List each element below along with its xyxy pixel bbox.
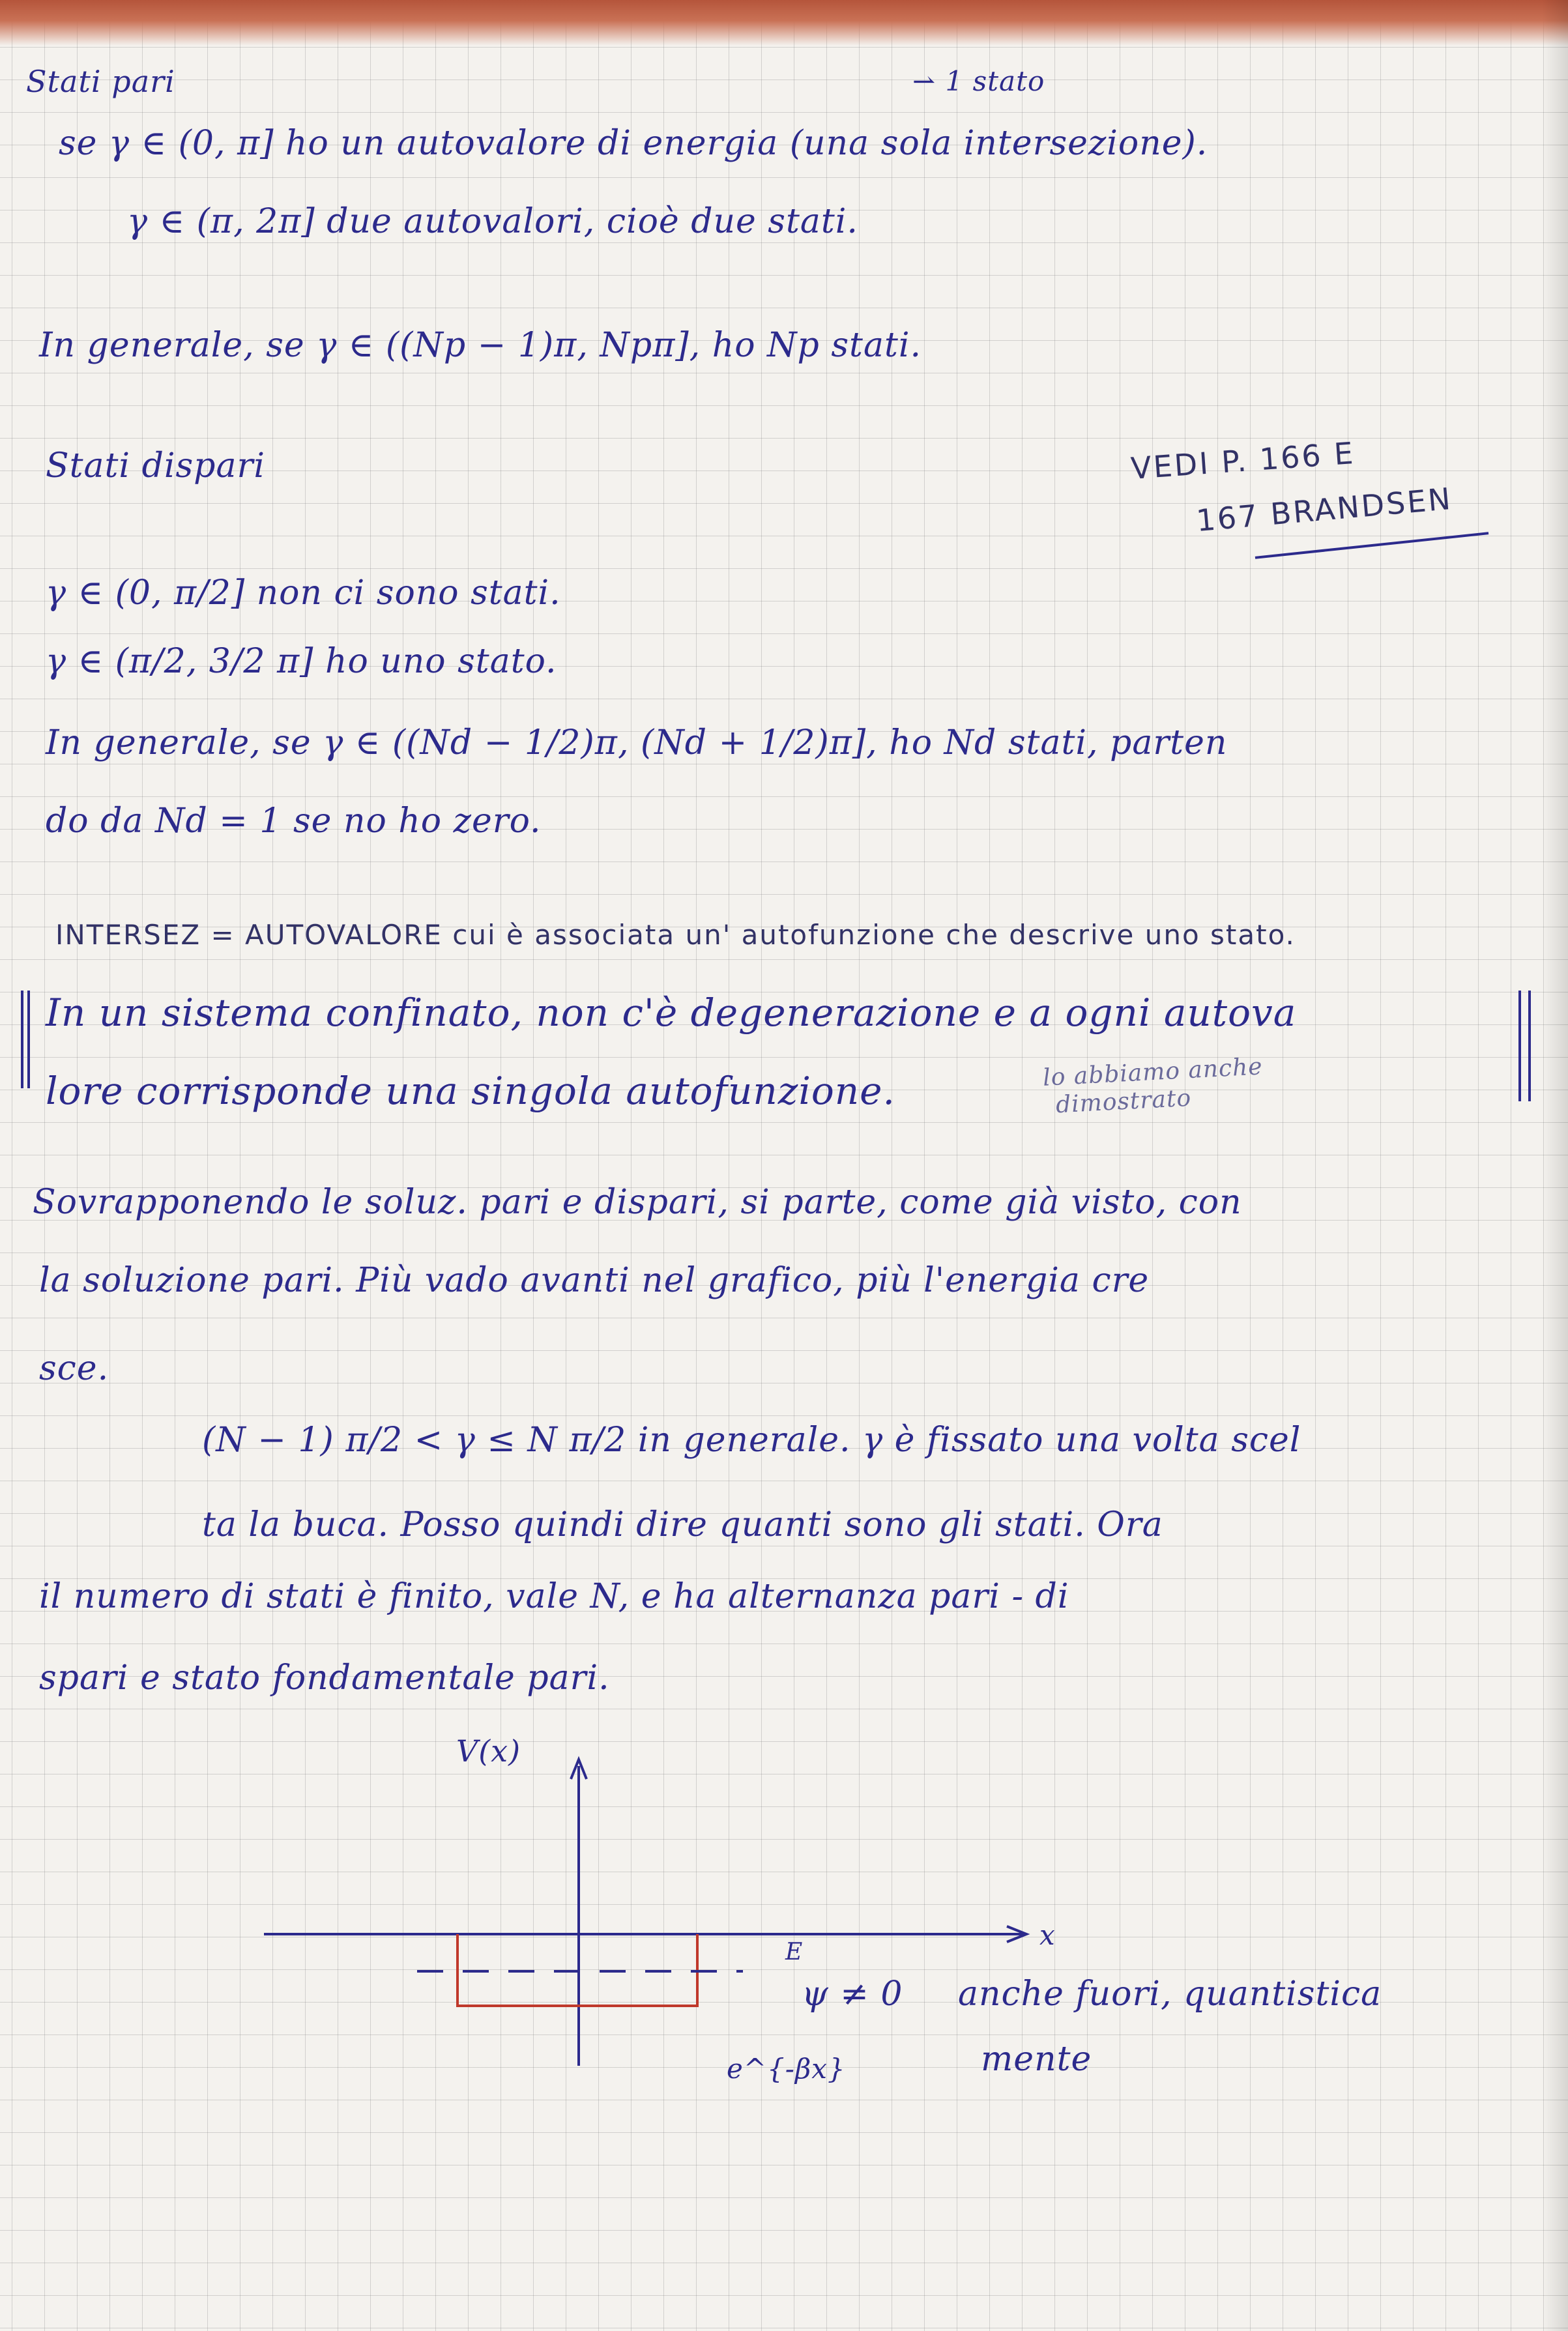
odd-general-rule: In generale, se γ ∈ ((Nd − 1/2)π, (Nd + 1/2)π], ho Nd stati, parten xyxy=(46,723,1228,762)
y-axis-label: V(x) xyxy=(456,1733,521,1769)
even-line-1: se γ ∈ (0, π] ho un autovalore di energia (una sola intersezione). xyxy=(59,124,1208,163)
formula-line-1: (N − 1) π/2 < γ ≤ N π/2 in generale. γ è fissato una volta scel xyxy=(202,1421,1301,1460)
reference-note-line-2: 167 BRANDSEN xyxy=(1195,480,1454,539)
formula-line-2: ta la buca. Posso quindi dire quanti sono gli stati. Ora xyxy=(202,1505,1163,1544)
one-state-annotation: ⇀ 1 stato xyxy=(912,65,1045,97)
overlap-line-3: sce. xyxy=(39,1349,109,1388)
psi-outside-text: anche fuori, quantistica xyxy=(958,1975,1382,2014)
even-general-rule: In generale, se γ ∈ ((Np − 1)π, Npπ], ho Np stati. xyxy=(39,326,922,365)
aside-note-line-1: lo abbiamo anche xyxy=(1042,1053,1264,1092)
decay-label: e^{-βx} xyxy=(727,2053,846,2085)
confined-system-line-1: In un sistema confinato, non c'è degenerazione e a ogni autova xyxy=(46,991,1297,1035)
energy-label: E xyxy=(785,1939,804,1965)
odd-line-2: γ ∈ (π/2, 3/2 π] ho uno stato. xyxy=(46,642,557,681)
overlap-line-2: la soluzione pari. Più vado avanti nel grafico, più l'energia cre xyxy=(39,1261,1150,1300)
odd-general-rule-cont: do da Nd = 1 se no ho zero. xyxy=(46,802,542,841)
intersection-note: INTERSEZ = AUTOVALORE cui è associata un' autofunzione che descrive uno stato. xyxy=(55,919,1296,951)
even-states-heading: Stati pari xyxy=(26,64,175,99)
formula-line-3: il numero di stati è finito, vale N, e ha alternanza pari - di xyxy=(39,1577,1069,1616)
psi-outside-text-cont: mente xyxy=(981,2040,1092,2079)
odd-states-heading: Stati dispari xyxy=(46,446,265,485)
even-line-2: γ ∈ (π, 2π] due autovalori, cioè due stati. xyxy=(127,202,858,241)
formula-line-4: spari e stato fondamentale pari. xyxy=(39,1658,610,1698)
aside-note-line-2: dimostrato xyxy=(1055,1084,1193,1119)
overlap-line-1: Sovrapponendo le soluz. pari e dispari, si parte, come già visto, con xyxy=(33,1183,1242,1222)
reference-note-line-1: VEDI P. 166 E xyxy=(1129,435,1356,486)
psi-nonzero-note: ψ ≠ 0 xyxy=(802,1975,903,2014)
odd-line-1: γ ∈ (0, π/2] non ci sono stati. xyxy=(46,573,561,613)
confined-system-line-2: lore corrisponde una singola autofunzione. xyxy=(46,1069,895,1113)
x-axis-label: x xyxy=(1039,1919,1056,1951)
